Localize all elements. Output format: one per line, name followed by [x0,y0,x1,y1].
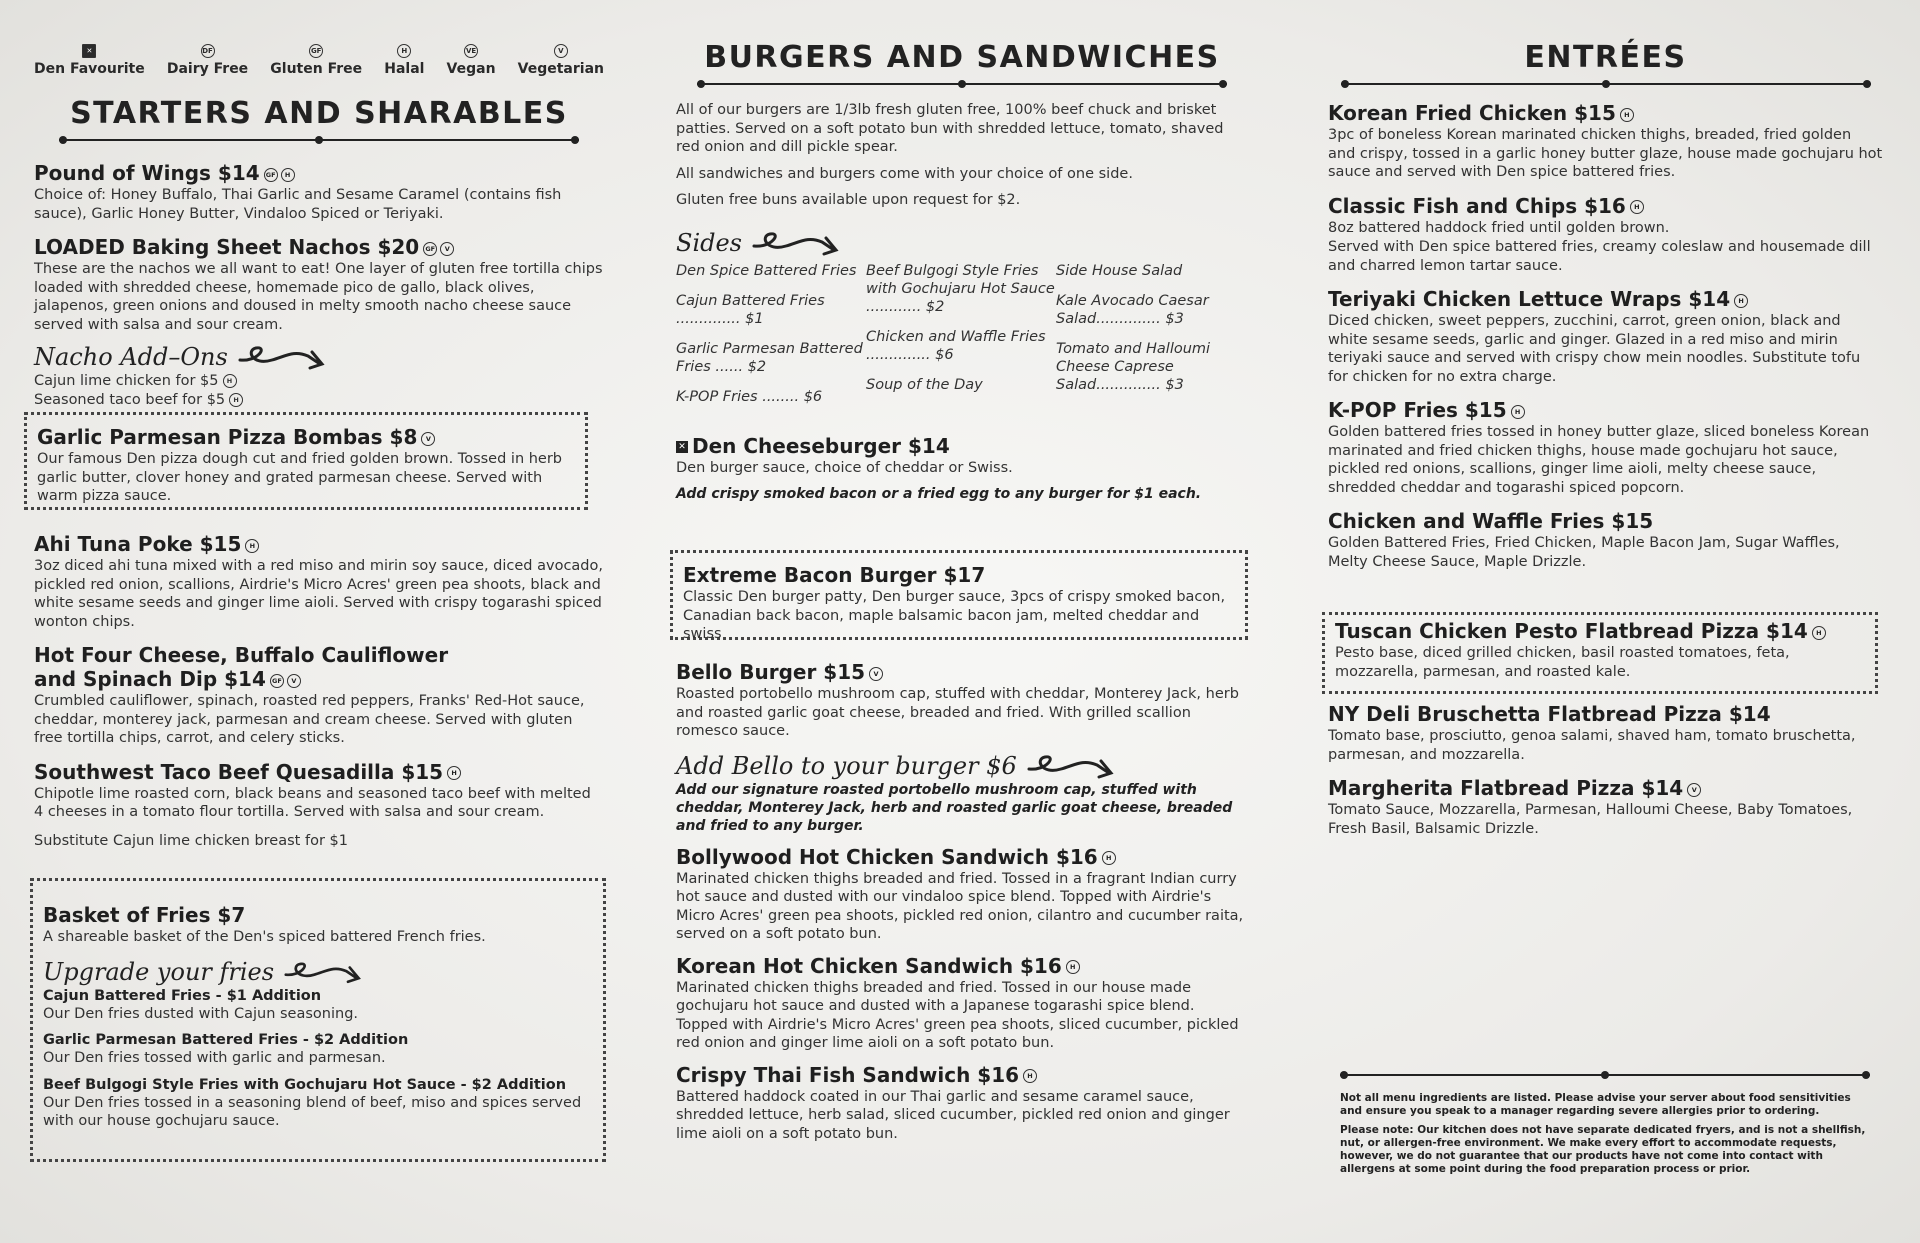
halal-icon: H [245,539,259,553]
item-description: Our famous Den pizza dough cut and fried golden brown. Tossed in herb garlic butter, clover honey and grated parmesan cheese. Served with warm pizza sauce. [37,451,563,504]
halal-icon: H [397,44,411,58]
vegetarian-icon: V [421,432,435,446]
gluten-free-icon: GF [270,674,284,688]
upgrade-name: Cajun Battered Fries - $1 Addition [43,987,322,1004]
item-description: Golden Battered Fries, Fried Chicken, Maple Bacon Jam, Sugar Waffles, Melty Cheese Sauce, Maple Drizzle. [1328,535,1840,570]
item-title: Pound of Wings $14 [34,161,260,185]
sides-column [676,262,866,418]
item-title: Teriyaki Chicken Lettuce Wraps $14 [1328,287,1731,311]
entrees-column [1328,40,1883,571]
item-title: K-POP Fries $15 [1328,398,1507,422]
swash-arrow-icon [752,228,842,258]
vegetarian-icon: V [869,667,883,681]
item-description: Diced chicken, sweet peppers, zucchini, carrot, green onion, black and white sesame seeds, garlic and ginger. Glazed in a red miso and mirin teriyaki sauce and served with crispy chow mein noodles. Substitute tofu for chicken for no extra charge. [1328,313,1861,385]
halal-icon: H [1734,294,1748,308]
item-description: Classic Den burger patty, Den burger sauce, 3pcs of crispy smoked bacon, Canadian back bacon, maple balsamic bacon jam, melted cheddar and swiss [683,589,1226,642]
upgrade-description: Our Den fries tossed in a seasoning blend of beef, miso and spices served with our house gochujaru sauce. [43,1094,582,1129]
burgers-column-continued [676,660,1248,1143]
side-item: K-POP Fries ........ $6 [676,388,823,405]
dairy-free-icon: DF [201,44,215,58]
item-description: 3pc of boneless Korean marinated chicken thighs, breaded, fried golden and crispy, tossed in a garlic honey butter glaze, house made gochujaru hot sauce and served with Den spice battered fries. [1328,127,1883,180]
legend-vegetarian: V Vegetarian [518,44,604,77]
item-description: Den burger sauce, choice of cheddar or Swiss. [676,459,1013,476]
legend-vegan: VE Vegan [447,44,496,77]
item-title: Basket of Fries $7 [43,903,246,927]
halal-icon: H [1812,626,1826,640]
halal-icon: H [447,766,461,780]
fryer-note: Please note: Our kitchen does not have separate dedicated fryers, and is not a shellfish, nut, or allergen-free environment. We make every effort to accommodate requests, however, we do not guarantee that our products have not come into contact with allergens at some point during the food preparation process or prior. [1340,1124,1866,1175]
item-description: These are the nachos we all want to eat! One layer of gluten free tortilla chips loaded with shredded cheese, homemade pico de gallo, black olives, jalapenos, green onions and doused in melty smooth nacho cheese sauce served with salsa and sour cream. [34,261,603,333]
item-title: Den Cheeseburger $14 [692,433,950,458]
notes-rule [1340,1070,1870,1080]
title-rule [697,79,1227,89]
section-title-entrees: ENTRÉES [1524,40,1687,75]
halal-icon: H [229,393,243,407]
menu-item [1328,398,1883,497]
menu-item [676,434,1248,504]
section-title-starters: STARTERS AND SHARABLES [70,96,568,131]
item-title: LOADED Baking Sheet Nachos $20 [34,235,420,259]
menu-item [34,235,604,334]
vegetarian-icon: V [1687,783,1701,797]
item-title: NY Deli Bruschetta Flatbread Pizza $14 [1328,702,1771,726]
addons-heading: Nacho Add–Ons [34,343,228,371]
side-item: Chicken and Waffle Fries .............. $6 [866,328,1046,363]
item-title: Southwest Taco Beef Quesadilla $15 [34,759,444,784]
halal-icon: H [1511,405,1525,419]
side-item: Kale Avocado Caesar Salad.............. $3 [1056,292,1209,327]
upgrade-item [43,1031,593,1068]
side-item: Beef Bulgogi Style Fries with Gochujaru Hot Sauce ............ $2 [866,262,1055,315]
vegetarian-icon: V [554,44,568,58]
title-rule [59,135,579,145]
menu-item [34,760,604,851]
burgers-column [676,40,1248,503]
halal-icon: H [1066,960,1080,974]
side-item: Den Spice Battered Fries [676,262,857,279]
side-item: Garlic Parmesan Battered Fries ...... $2 [676,340,863,375]
bombas-feature-box [24,412,588,510]
legend-halal: H Halal [384,44,424,77]
item-description: Tomato base, prosciutto, genoa salami, shaved ham, tomato bruschetta, parmesan, and mozzarella. [1328,728,1856,763]
item-description: Roasted portobello mushroom cap, stuffed with cheddar, Monterey Jack, herb and roasted garlic goat cheese, breaded and fried. With grilled scallion romesco sauce. [676,686,1239,739]
allergen-notes [1340,1070,1870,1176]
menu-item [676,660,1248,741]
item-title: Garlic Parmesan Pizza Bombas $8 [37,425,418,449]
sides-heading: Sides [676,228,742,257]
item-title: Classic Fish and Chips $16 [1328,193,1626,218]
upgrade-description: Our Den fries dusted with Cajun seasoning. [43,1005,359,1022]
gluten-free-icon: GF [309,44,323,58]
halal-icon: H [1102,851,1116,865]
side-item: Cajun Battered Fries .............. $1 [676,292,825,327]
burger-intro: All of our burgers are 1/3lb fresh gluten free, 100% beef chuck and brisket patties. Served on a soft potato bun with shredded lettuce, tomato, shaved red onion and dill pickle spear. [676,102,1224,155]
upgrade-name: Beef Bulgogi Style Fries with Gochujaru Hot Sauce - $2 Addition [43,1076,567,1093]
halal-icon: H [281,168,295,182]
menu-item [34,643,604,748]
item-description: Marinated chicken thighs breaded and fried. Tossed in a fragrant Indian curry hot sauce and dusted with our vindaloo spice blend. Topped with Airdrie's Micro Acres' green pea shoots, pickled red onion, cilantro and cucumber raita, served on a soft potato bun. [676,870,1244,942]
item-description: Chipotle lime roasted corn, black beans and seasoned taco beef with melted 4 cheeses in a tomato flour tortilla. Served with salsa and sour cream. [34,785,591,820]
menu-item [676,1063,1248,1144]
upgrade-item [43,1076,593,1131]
dietary-legend [34,44,604,77]
halal-icon: H [223,374,237,388]
item-title: Korean Fried Chicken $15 [1328,101,1616,125]
item-description: Pesto base, diced grilled chicken, basil roasted tomatoes, feta, mozzarella, parmesan, and roasted kale. [1335,645,1790,680]
item-title: Chicken and Waffle Fries $15 [1328,509,1654,533]
fries-feature-box [30,878,606,1162]
add-bello-heading: Add Bello to your burger $6 [676,751,1017,780]
item-description: Choice of: Honey Buffalo, Thai Garlic and Sesame Caramel (contains fish sauce), Garlic Honey Butter, Vindaloo Spiced or Teriyaki. [34,187,562,222]
menu-item [1328,509,1883,571]
add-bello [676,751,1248,835]
upgrade-heading: Upgrade your fries [43,957,275,986]
title-rule [1341,79,1871,89]
den-favourite-icon: ✕ [82,44,96,58]
item-title: Korean Hot Chicken Sandwich $16 [676,953,1062,978]
burger-addon-note: Add crispy smoked bacon or a fried egg to any burger for $1 each. [676,486,1202,502]
menu-item [1328,287,1883,386]
item-title: Ahi Tuna Poke $15 [34,532,242,556]
menu-item [676,845,1248,944]
sides-column [866,262,1056,418]
halal-icon: H [1023,1069,1037,1083]
legend-gluten-free: GF Gluten Free [270,44,362,77]
bacon-burger-feature-box [670,550,1248,640]
halal-icon: H [1620,108,1634,122]
legend-den-favourite: ✕ Den Favourite [34,44,145,77]
item-substitution: Substitute Cajun lime chicken breast for $1 [34,832,348,849]
menu-item [676,954,1248,1053]
section-title-burgers: BURGERS AND SANDWICHES [704,40,1220,75]
menu-item [34,161,604,223]
item-description: Crumbled cauliflower, spinach, roasted red peppers, Franks' Red-Hot sauce, cheddar, monterey jack, parmesan and cream cheese. Served with gluten free tortilla chips, carrot, and celery sticks. [34,693,585,746]
item-description: Golden battered fries tossed in honey butter glaze, sliced boneless Korean marinated and fried chicken thighs, house made gochujaru hot sauce, pickled red onions, scallions, ginger lime aioli, melty cheese sauce, shredded cheddar and togarashi spiced popcorn. [1328,424,1870,496]
legend-dairy-free: DF Dairy Free [167,44,248,77]
tuscan-feature-box [1322,612,1878,694]
item-title: Hot Four Cheese, Buffalo Cauliflower [34,643,449,667]
swash-arrow-icon [284,957,364,987]
den-favourite-icon: ✕ [676,441,688,453]
item-description: Marinated chicken thighs breaded and fried. Tossed in our house made gochujaru hot sauce and dusted with a Japanese togarashi spice blend. Topped with Airdrie's Micro Acres' green pea shoots, sliced cucumber, pickled red onion and ginger lime aioli on a soft potato bun. [676,979,1239,1051]
gluten-free-icon: GF [423,242,437,256]
side-item: Side House Salad [1056,262,1183,279]
nacho-addons: Nacho Add–Ons Cajun lime chicken for $5 H Seasoned taco beef for $5 H [34,342,604,409]
menu-item [1328,194,1883,276]
halal-icon: H [1630,200,1644,214]
item-description: A shareable basket of the Den's spiced battered French fries. [43,929,486,945]
upgrade-description: Our Den fries tossed with garlic and parmesan. [43,1050,386,1066]
item-title: Crispy Thai Fish Sandwich $16 [676,1062,1020,1087]
vegan-icon: VE [464,44,478,58]
upgrade-name: Garlic Parmesan Battered Fries - $2 Addition [43,1032,409,1048]
swash-arrow-icon [1027,751,1117,781]
item-title: Bello Burger $15 [676,660,866,684]
side-item: Soup of the Day [866,376,983,393]
sides-column [1056,262,1246,418]
menu-item [1328,101,1883,182]
item-description: Served with Den spice battered fries, creamy coleslaw and housemade dill and charred lemon tartar sauce. [1328,239,1871,274]
gluten-free-icon: GF [264,168,278,182]
gluten-free-buns-note: Gluten free buns available upon request for $2. [676,192,1021,208]
add-bello-description: Add our signature roasted portobello mushroom cap, stuffed with cheddar, Monterey Jack, herb and roasted garlic goat cheese, breaded and fried to any burger. [676,781,1233,834]
burger-sides-note: All sandwiches and burgers come with your choice of one side. [676,165,1133,182]
upgrade-item [43,987,593,1024]
sides-list [676,262,1248,418]
item-title: Margherita Flatbread Pizza $14 [1328,776,1684,800]
allergen-note: Not all menu ingredients are listed. Please advise your server about food sensitivities and ensure you speak to a manager regarding severe allergies prior to ordering. [1340,1092,1851,1117]
item-description: 8oz battered haddock fried until golden brown. [1328,219,1670,236]
swash-arrow-icon [238,342,328,372]
item-title: Extreme Bacon Burger $17 [683,563,986,587]
item-title: Bollywood Hot Chicken Sandwich $16 [676,844,1098,869]
vegetarian-icon: V [440,242,454,256]
menu-item [1328,776,1883,838]
item-description: Tomato Sauce, Mozzarella, Parmesan, Halloumi Cheese, Baby Tomatoes, Fresh Basil, Balsamic Drizzle. [1328,802,1853,837]
menu-item [1328,702,1883,764]
side-item: Tomato and Halloumi Cheese Caprese Salad.............. $3 [1056,340,1211,393]
starters-column [34,96,604,409]
item-description: 3oz diced ahi tuna mixed with a red miso and mirin soy sauce, diced avocado, pickled red onion, scallions, Airdrie's Micro Acres' green pea shoots, black and white sesame seeds and ginger lime aioli. Served with crispy togarashi spiced wonton chips. [34,558,603,630]
vegetarian-icon: V [287,674,301,688]
item-description: Battered haddock coated in our Thai garlic and sesame caramel sauce, shredded lettuce, herb salad, sliced cucumber, pickled red onion and ginger lime aioli on a soft potato bun. [676,1088,1230,1142]
menu-item [34,532,604,631]
entrees-column-continued [1328,702,1883,838]
item-title: and Spinach Dip $14 [34,667,266,691]
starters-column-continued [34,532,604,850]
item-title: Tuscan Chicken Pesto Flatbread Pizza $14 [1335,619,1808,643]
